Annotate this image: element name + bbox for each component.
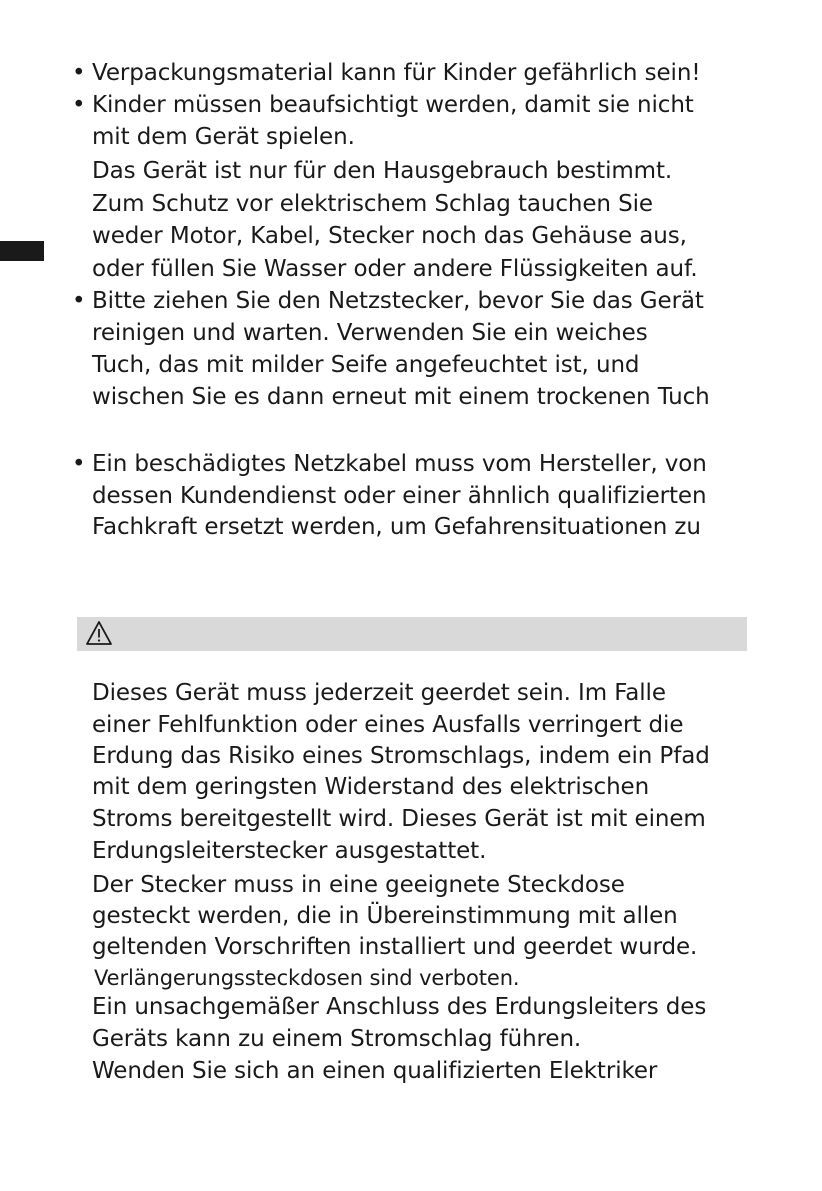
text-line: wischen Sie es dann erneut mit einem trockenen Tuch <box>92 384 710 410</box>
text-line: Verlängerungssteckdosen sind verboten. <box>94 966 520 990</box>
warning-header-bar <box>77 617 747 651</box>
text-line: Wenden Sie sich an einen qualifizierten Elektriker <box>92 1058 658 1084</box>
bullet: • <box>72 60 86 86</box>
text-line: Erdungsleiterstecker ausgestattet. <box>92 838 487 864</box>
bullet: • <box>72 288 86 314</box>
text-line: Das Gerät ist nur für den Hausgebrauch bestimmt. <box>92 158 673 184</box>
text-line: dessen Kundendienst oder einer ähnlich qualifizierten <box>92 483 707 509</box>
bullet: • <box>72 451 86 477</box>
text-line: Ein unsachgemäßer Anschluss des Erdungsleiters des <box>92 994 707 1020</box>
text-line: Stroms bereitgestellt wird. Dieses Gerät ist mit einem <box>92 806 706 832</box>
text-line: einer Fehlfunktion oder eines Ausfalls verringert die <box>92 712 684 738</box>
text-line: Tuch, das mit milder Seife angefeuchtet ist, und <box>92 352 640 378</box>
text-line: Bitte ziehen Sie den Netzstecker, bevor Sie das Gerät <box>92 288 704 314</box>
text-line: Kinder müssen beaufsichtigt werden, damit sie nicht <box>92 92 694 118</box>
text-line: weder Motor, Kabel, Stecker noch das Gehäuse aus, <box>92 223 687 249</box>
text-line: Fachkraft ersetzt werden, um Gefahrensituationen zu <box>92 514 701 540</box>
text-line: mit dem Gerät spielen. <box>92 124 355 150</box>
text-line: Der Stecker muss in eine geeignete Steckdose <box>92 872 625 898</box>
text-line: reinigen und warten. Verwenden Sie ein weiches <box>92 320 648 346</box>
warning-triangle-icon <box>85 620 113 646</box>
text-line: Zum Schutz vor elektrischem Schlag tauchen Sie <box>92 191 653 217</box>
text-line: Verpackungsmaterial kann für Kinder gefährlich sein! <box>92 60 701 86</box>
page-section-tab <box>0 241 44 261</box>
text-line: Erdung das Risiko eines Stromschlags, indem ein Pfad <box>92 743 710 769</box>
text-line: mit dem geringsten Widerstand des elektrischen <box>92 774 650 800</box>
text-line: Geräts kann zu einem Stromschlag führen. <box>92 1026 582 1052</box>
text-line: gesteckt werden, die in Übereinstimmung mit allen <box>92 903 678 929</box>
text-line: Ein beschädigtes Netzkabel muss vom Hersteller, von <box>92 451 707 477</box>
text-line: geltenden Vorschriften installiert und geerdet wurde. <box>92 934 698 960</box>
bullet: • <box>72 92 86 118</box>
text-line: oder füllen Sie Wasser oder andere Flüssigkeiten auf. <box>92 256 698 282</box>
text-line: Dieses Gerät muss jederzeit geerdet sein. Im Falle <box>92 680 666 706</box>
